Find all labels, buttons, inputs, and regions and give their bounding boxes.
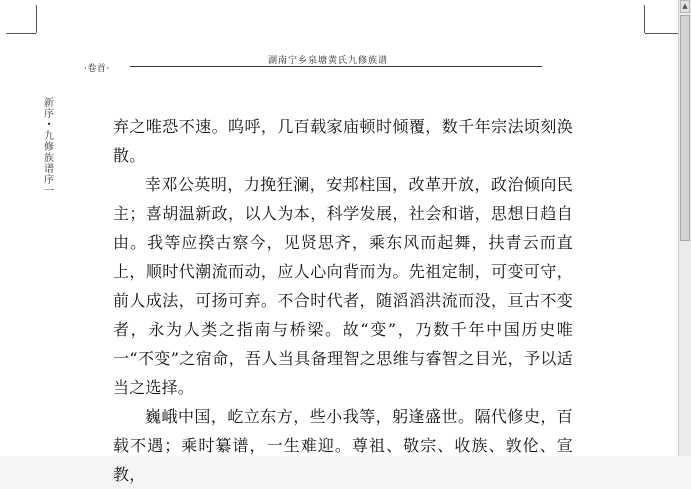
header-section-label: ·卷首·	[84, 64, 110, 74]
side-note-char: 谱	[44, 164, 54, 175]
scroll-up-arrow-icon[interactable]: ▲	[680, 0, 690, 13]
header-title: 湖南宁乡泉塘黄氏九修族谱	[268, 56, 389, 66]
body-text	[113, 112, 573, 489]
side-note-char: 序	[44, 109, 54, 120]
scrollbar-thumb[interactable]	[680, 15, 690, 241]
side-note-char: 修	[44, 142, 54, 153]
side-note-char: 族	[44, 153, 54, 164]
vertical-scrollbar[interactable]	[678, 0, 691, 456]
crop-mark	[36, 5, 37, 33]
side-note-char: 新	[44, 98, 54, 109]
side-note-char: 序	[44, 175, 54, 186]
side-note-char: 九	[44, 131, 54, 142]
side-note-separator: •	[46, 120, 52, 129]
header-rule	[130, 66, 542, 67]
crop-mark	[644, 5, 645, 33]
side-note	[42, 98, 56, 197]
paragraph-3: 巍峨中国，屹立东方，些小我等，躬逢盛世。隔代修史，百载不遇；乘时纂谱，一生难迎。尊祖、敬宗、收族、敦伦、宣教，	[113, 407, 573, 484]
crop-mark	[6, 33, 36, 34]
crop-mark	[645, 33, 678, 34]
paragraph-1: 弃之唯恐不速。呜呼，几百载家庙顿时倾覆，数千年宗法顷刻涣散。	[113, 117, 573, 165]
side-note-char: 一	[44, 186, 54, 197]
paragraph-2: 幸邓公英明，力挽狂澜，安邦柱国，改革开放，政治倾向民主；喜胡温新政，以人为本，科学发展，社会和谐，思想日趋自由。我等应揆古察今，见贤思齐，乘东风而起舞，扶青云而直上，顺时代潮流而动，应人心向背而为。先祖定制，可变可守，前人成法，可扬可弃。不合时代者，随滔滔洪流而没，亘古不变者，永为人类之指南与桥梁。故“变”，乃数千年中国历史唯一“不变”之宿命，吾人当具备理智之思维与睿智之目光，予以适当之选择。	[113, 175, 573, 397]
